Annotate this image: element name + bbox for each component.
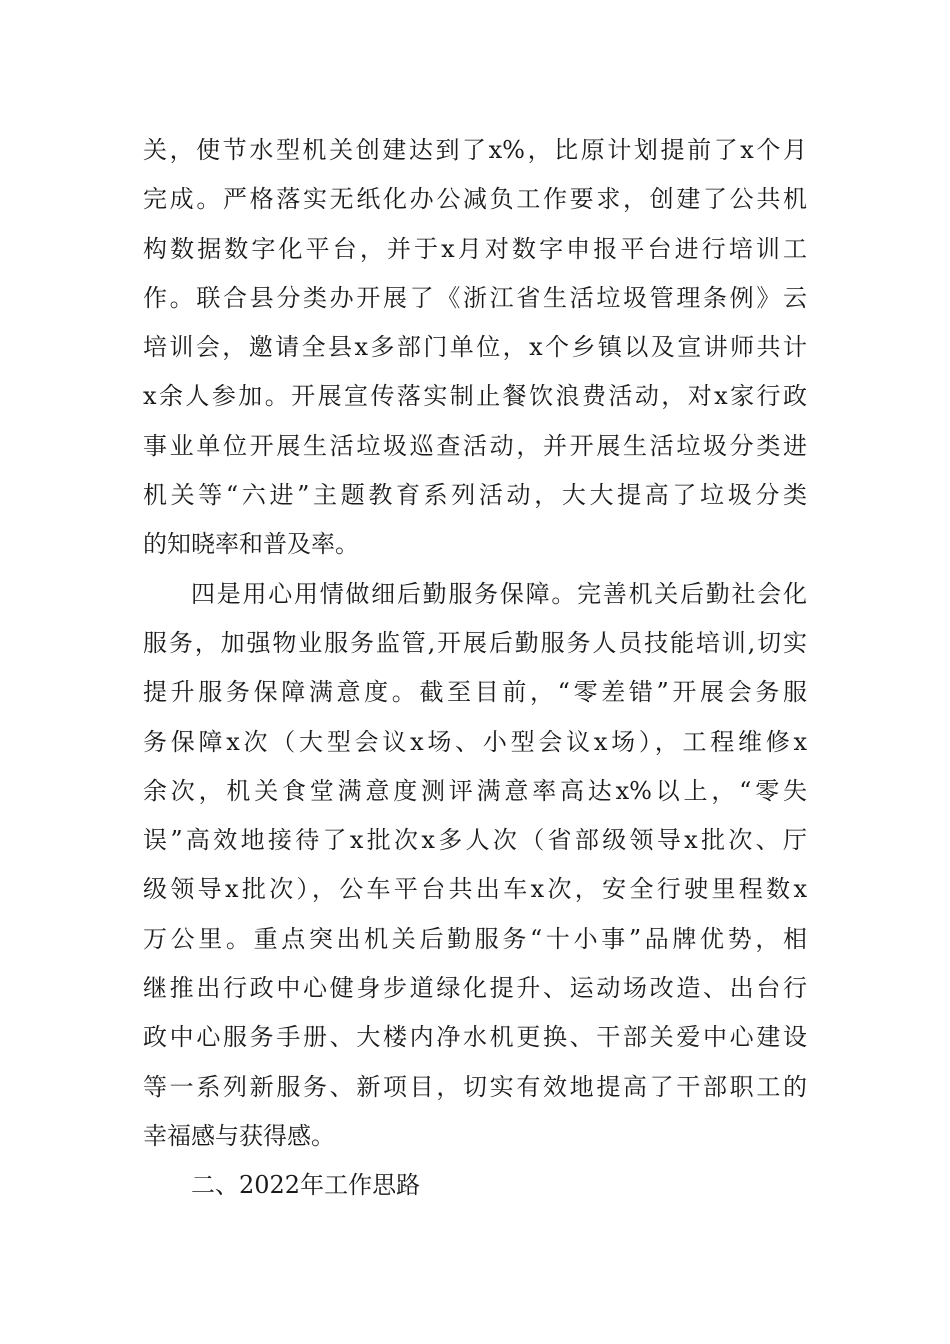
section-heading	[143, 1161, 807, 1210]
text-line: 完成。严格落实无纸化办公减负工作要求，创建了公共机	[143, 185, 807, 214]
text-line: 余次，机关食堂满意度测评满意率高达x%以上，“零失	[143, 776, 807, 805]
text-line: x余人参加。开展宣传落实制止餐饮浪费活动，对x家行政	[143, 382, 807, 411]
text-line: 培训会，邀请全县x多部门单位，x个乡镇以及宣讲师共计	[143, 333, 807, 362]
text-line: 构数据数字化平台，并于x月对数字申报平台进行培训工	[143, 234, 807, 263]
text-line: 等一系列新服务、新项目，切实有效地提高了干部职工的	[143, 1072, 807, 1101]
document-body	[143, 126, 807, 1211]
text-line: 事业单位开展生活垃圾巡查活动，并开展生活垃圾分类进	[143, 431, 807, 460]
text-line: 的知晓率和普及率。	[143, 530, 359, 559]
text-line: 级领导x批次），公车平台共出车x次，安全行驶里程数x	[143, 875, 807, 904]
text-line: 机关等“六进”主题教育系列活动，大大提高了垃圾分类	[143, 481, 807, 510]
text-line: 幸福感与获得感。	[143, 1121, 335, 1150]
section-heading-text: 二、2022年工作思路	[191, 1171, 421, 1200]
text-line: 务保障x次（大型会议x场、小型会议x场），工程维修x	[143, 727, 807, 756]
text-line: 继推出行政中心健身步道绿化提升、运动场改造、出台行	[143, 974, 807, 1003]
text-line: 提升服务保障满意度。截至目前，“零差错”开展会务服	[143, 678, 807, 707]
text-line: 关，使节水型机关创建达到了x%，比原计划提前了x个月	[143, 136, 807, 164]
text-line: 政中心服务手册、大楼内净水机更换、干部关爱中心建设	[143, 1023, 807, 1052]
text-line: 服务，加强物业服务监管,开展后勤服务人员技能培训,切实	[143, 628, 807, 657]
text-line: 作。联合县分类办开展了《浙江省生活垃圾管理条例》云	[143, 283, 807, 312]
text-line: 万公里。重点突出机关后勤服务“十小事”品牌优势，相	[143, 924, 807, 953]
text-line: 四是用心用情做细后勤服务保障。完善机关后勤社会化	[191, 579, 807, 608]
paragraph-continued	[143, 126, 807, 570]
paragraph-four	[143, 570, 807, 1162]
text-line: 误”高效地接待了x批次x多人次（省部级领导x批次、厅	[143, 826, 807, 855]
